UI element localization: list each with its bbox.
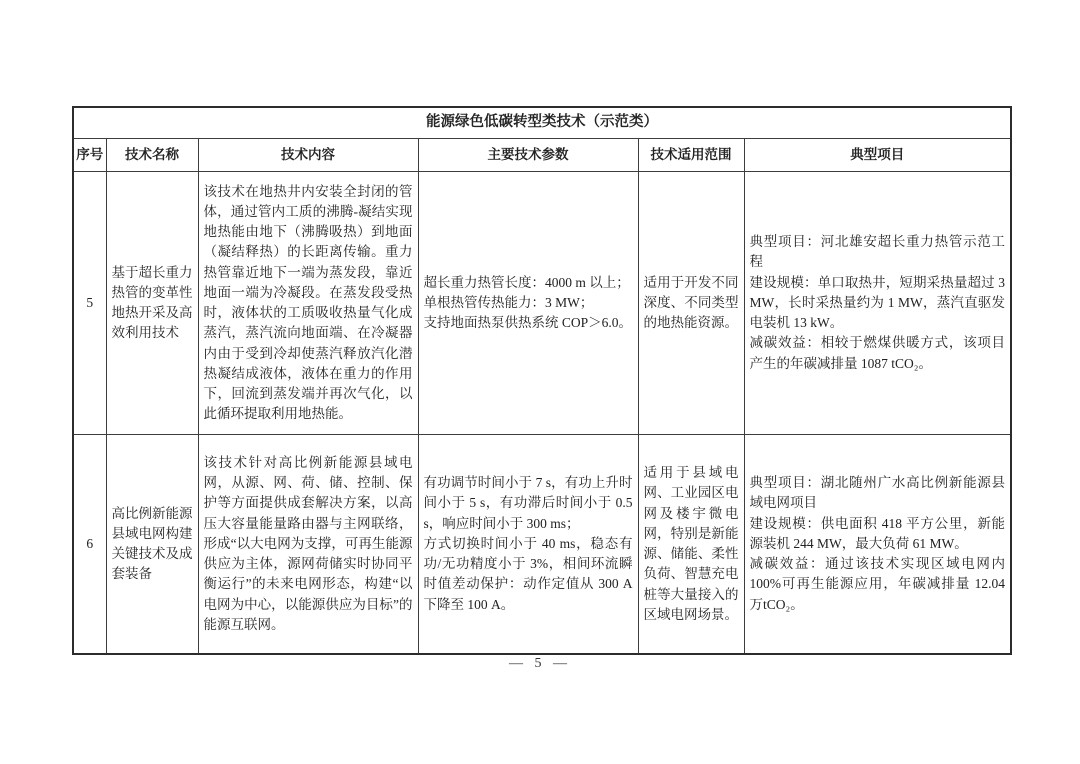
parameter-line: 方式切换时间小于 40 ms，稳态有功/无功精度小于 3%，相间环流瞬时值差动保护：动作定值从 300 A 下降至 100 A。 [423, 535, 633, 612]
parameter-line: 支持地面热泵供热系统 COP＞6.0。 [423, 315, 633, 331]
parameter-line: 单根热管传热能力：3 MW； [423, 294, 594, 310]
col-header-tech-content: 技术内容 [198, 139, 418, 172]
page-number: — 5 — [509, 656, 571, 671]
technology-table [72, 106, 1012, 655]
tech-parameters [418, 172, 638, 435]
typical-project [744, 172, 1011, 435]
project-line: 典型项目：湖北随州广水高比例新能源县域电网项目 [749, 475, 1006, 511]
tech-scope: 适用于县域电网、工业园区电网及楼宇微电网，特别是新能源、储能、柔性负荷、智慧充电桩等大量接入的区域电网场景。 [638, 435, 744, 655]
row-index: 5 [73, 172, 106, 435]
table-title: 能源绿色低碳转型类技术（示范类） [73, 107, 1011, 139]
table-header-row [73, 139, 1011, 172]
project-line: 典型项目：河北雄安超长重力热管示范工程 [749, 234, 1006, 270]
col-header-tech-name: 技术名称 [106, 139, 198, 172]
parameter-line: 超长重力热管长度：4000 m 以上； [423, 274, 630, 290]
parameter-line: 有功调节时间小于 7 s，有功上升时间小于 5 s，有功滞后时间小于 0.5 s，响应时间小于 300 ms； [423, 475, 633, 531]
col-header-tech-scope: 技术适用范围 [638, 139, 744, 172]
tech-name: 基于超长重力热管的变革性地热开采及高效利用技术 [106, 172, 198, 435]
tech-scope: 适用于开发不同深度、不同类型的地热能资源。 [638, 172, 744, 435]
table-row [73, 435, 1011, 655]
col-header-tech-parameters: 主要技术参数 [418, 139, 638, 172]
table-title-row [73, 107, 1011, 139]
tech-content: 该技术针对高比例新能源县域电网，从源、网、荷、储、控制、保护等方面提供成套解决方案，以高压大容量能量路由器与主网联络，形成“以大电网为支撑，可再生能源供应为主体，源网荷储实时协同平衡运行”的未来电网形态，构建“以电网为中心，以能源供应为目标”的能源互联网。 [198, 435, 418, 655]
typical-project [744, 435, 1011, 655]
table-row [73, 172, 1011, 435]
col-header-index: 序号 [73, 139, 106, 172]
tech-content: 该技术在地热井内安装全封闭的管体，通过管内工质的沸腾-凝结实现地热能由地下（沸腾吸热）到地面（凝结释热）的长距离传输。重力热管靠近地下一端为蒸发段，靠近地面一端为冷凝段。在蒸发段受热时，液体状的工质吸收热量气化成蒸汽，蒸汽流向地面端、在冷凝器内由于受到冷却使蒸汽释放汽化潜热凝结成液体，液体在重力的作用下，回流到蒸发端并再次气化，以此循环提取利用地热能。 [198, 172, 418, 435]
project-line: 减碳效益：通过该技术实现区域电网内 100%可再生能源应用，年碳减排量 12.04 万tCO₂。 [749, 556, 1006, 612]
tech-name: 高比例新能源县域电网构建关键技术及成套装备 [106, 435, 198, 655]
project-line: 建设规模：单口取热井，短期采热量超过 3 MW，长时采热量约为 1 MW，蒸汽直驱发电装机 13 kW。 [749, 274, 1006, 331]
row-index: 6 [73, 435, 106, 655]
col-header-typical-project: 典型项目 [744, 139, 1011, 172]
project-line: 减碳效益：相较于燃煤供暖方式，该项目产生的年碳减排量 1087 tCO₂。 [749, 335, 1006, 371]
tech-parameters [418, 435, 638, 655]
project-line: 建设规模：供电面积 418 平方公里，新能源装机 244 MW，最大负荷 61 MW。 [749, 515, 1006, 551]
